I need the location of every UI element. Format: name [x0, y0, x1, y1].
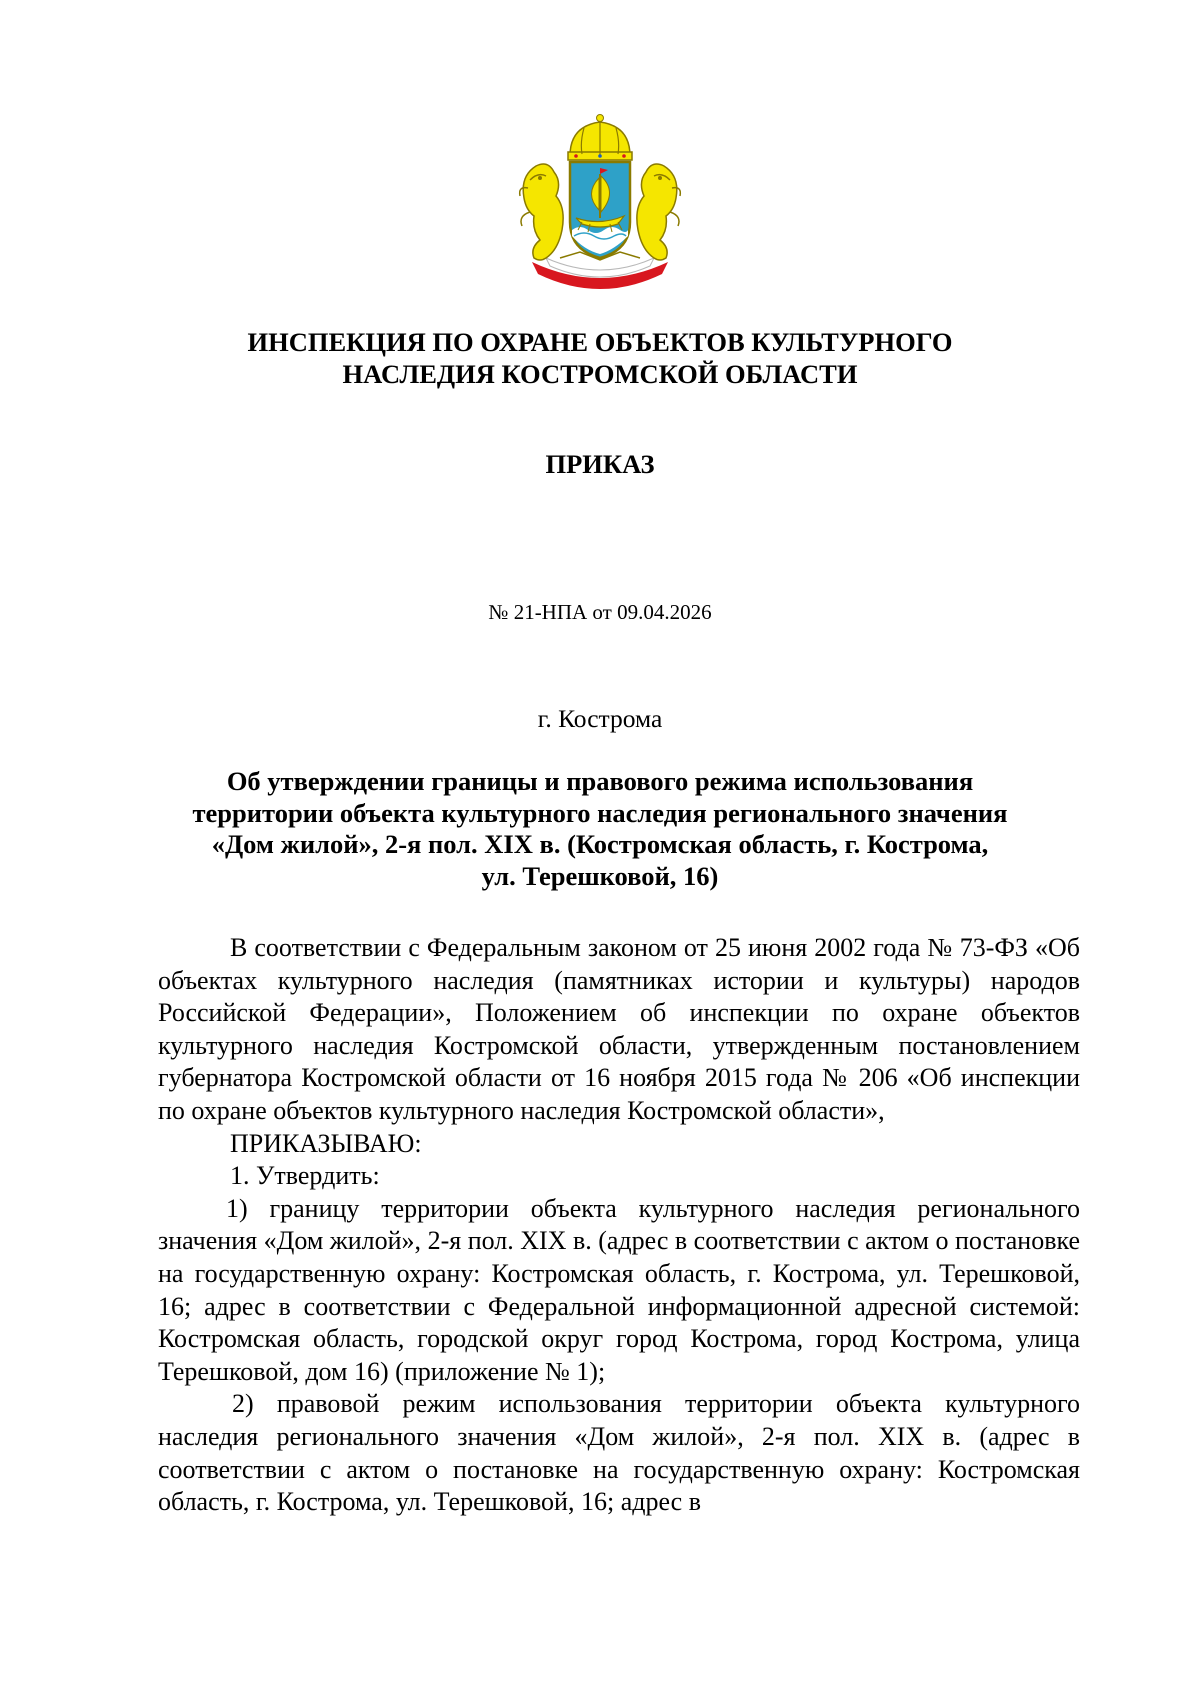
item-1: 1. Утвердить: — [230, 1161, 380, 1191]
preamble-paragraph: В соответствии с Федеральным законом от 25 июня 2002 года № 73-ФЗ «Об объектах культурного наследия (памятниках истории и культуры) народов Российской Федерации», Положением об инспекции по охране объектов культурного наследия Костромской области, утвержденным постановлением губернатора Костромской области от 16 ноября 2015 года № 206 «Об инспекции по охране объектов культурного наследия Костромской области», — [158, 933, 1080, 1125]
document-title-line-1: Об утверждении границы и правового режима использования — [226, 766, 974, 796]
organization-name — [0, 326, 1200, 390]
document-title-line-2: территории объекта культурного наследия регионального значения — [192, 797, 1008, 828]
document-type: ПРИКАЗ — [545, 449, 655, 479]
subitem-1: 1) границу территории объекта культурного наследия регионального значения «Дом жилой», 2-я пол. XIX в. (адрес в соответствии с актом о постановке на государственную охрану: Костромская область, г. Кострома, ул. Терешковой, 16; адрес в соответствии с Федеральной информационной адресной системой: Костромская область, городской округ город Кострома, город Кострома, улица Терешковой, дом 16) (приложение № 1); — [158, 1193, 1080, 1386]
document-number — [0, 598, 1200, 626]
organization-name-line-1: ИНСПЕКЦИЯ ПО ОХРАНЕ ОБЪЕКТОВ КУЛЬТУРНОГО — [247, 327, 953, 357]
order-word: ПРИКАЗЫВАЮ: — [230, 1128, 422, 1158]
document-city: г. Кострома — [537, 704, 663, 733]
document-body — [158, 932, 1080, 1519]
document-number-text: № 21-НПА от 09.04.2026 — [488, 600, 712, 624]
kostroma-coat-of-arms-icon — [510, 112, 690, 292]
document-title — [170, 766, 1030, 892]
document-title-line-4: ул. Терешковой, 16) — [481, 860, 719, 891]
document-title-line-3: «Дом жилой», 2-я пол. XIX в. (Костромская область, г. Кострома, — [211, 829, 989, 859]
subitem-2: 2) правовой режим использования территории объекта культурного наследия регионального значения «Дом жилой», 2-я пол. XIX в. (адрес в соответствии с актом о постановке на государственную охрану: Костромская область, г. Кострома, ул. Терешковой, 16; адрес в — [158, 1389, 1080, 1517]
organization-name-line-2: НАСЛЕДИЯ КОСТРОМСКОЙ ОБЛАСТИ — [342, 359, 858, 389]
